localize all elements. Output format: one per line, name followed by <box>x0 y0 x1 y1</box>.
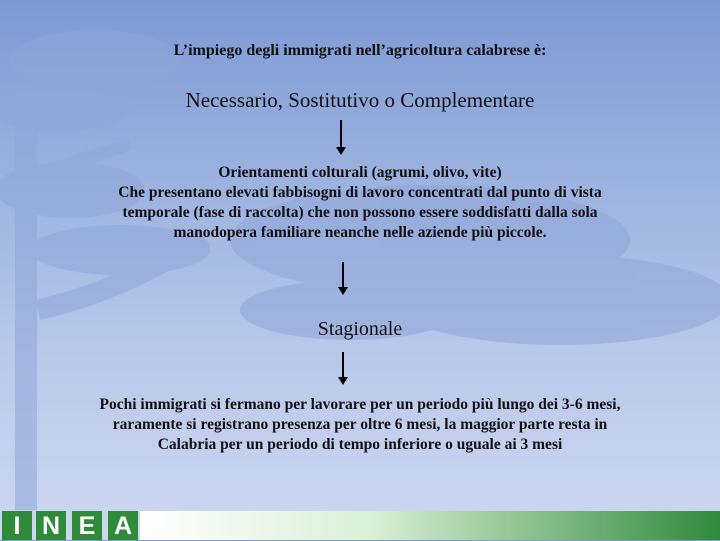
text-line: temporale (fase di raccolta) che non possono essere soddisfatti dalla sola <box>122 204 598 221</box>
logo-letter: I <box>2 511 32 540</box>
seasonal-label: Stagionale <box>317 318 403 340</box>
arrow-down-icon <box>336 262 350 296</box>
text-line: raramente si registrano presenza per oltre 6 mesi, la maggior parte resta in <box>112 416 608 433</box>
logo-letter: E <box>72 511 102 540</box>
logo-letter: N <box>36 511 66 540</box>
text-line: Orientamenti colturali (agrumi, olivo, vite) <box>218 164 502 181</box>
text-line: Calabria per un periodo di tempo inferiore o uguale ai 3 mesi <box>157 436 563 453</box>
logo-letter: A <box>108 511 138 540</box>
arrow-down-icon <box>336 352 350 386</box>
duration-description <box>0 395 720 455</box>
crops-description <box>0 163 720 243</box>
logo-gradient-bar <box>140 511 720 540</box>
text-line: Pochi immigrati si fermano per lavorare per un periodo più lungo dei 3-6 mesi, <box>99 396 621 413</box>
page-title: L’impiego degli immigrati nell’agricoltura calabrese è: <box>173 42 547 59</box>
subtitle: Necessario, Sostitutivo o Complementare <box>185 88 535 112</box>
arrow-down-icon <box>334 120 348 156</box>
text-line: manodopera familiare neanche nelle aziende più piccole. <box>173 224 547 241</box>
text-line: Che presentano elevati fabbisogni di lavoro concentrati dal punto di vista <box>118 184 602 201</box>
inea-logo <box>0 509 720 540</box>
